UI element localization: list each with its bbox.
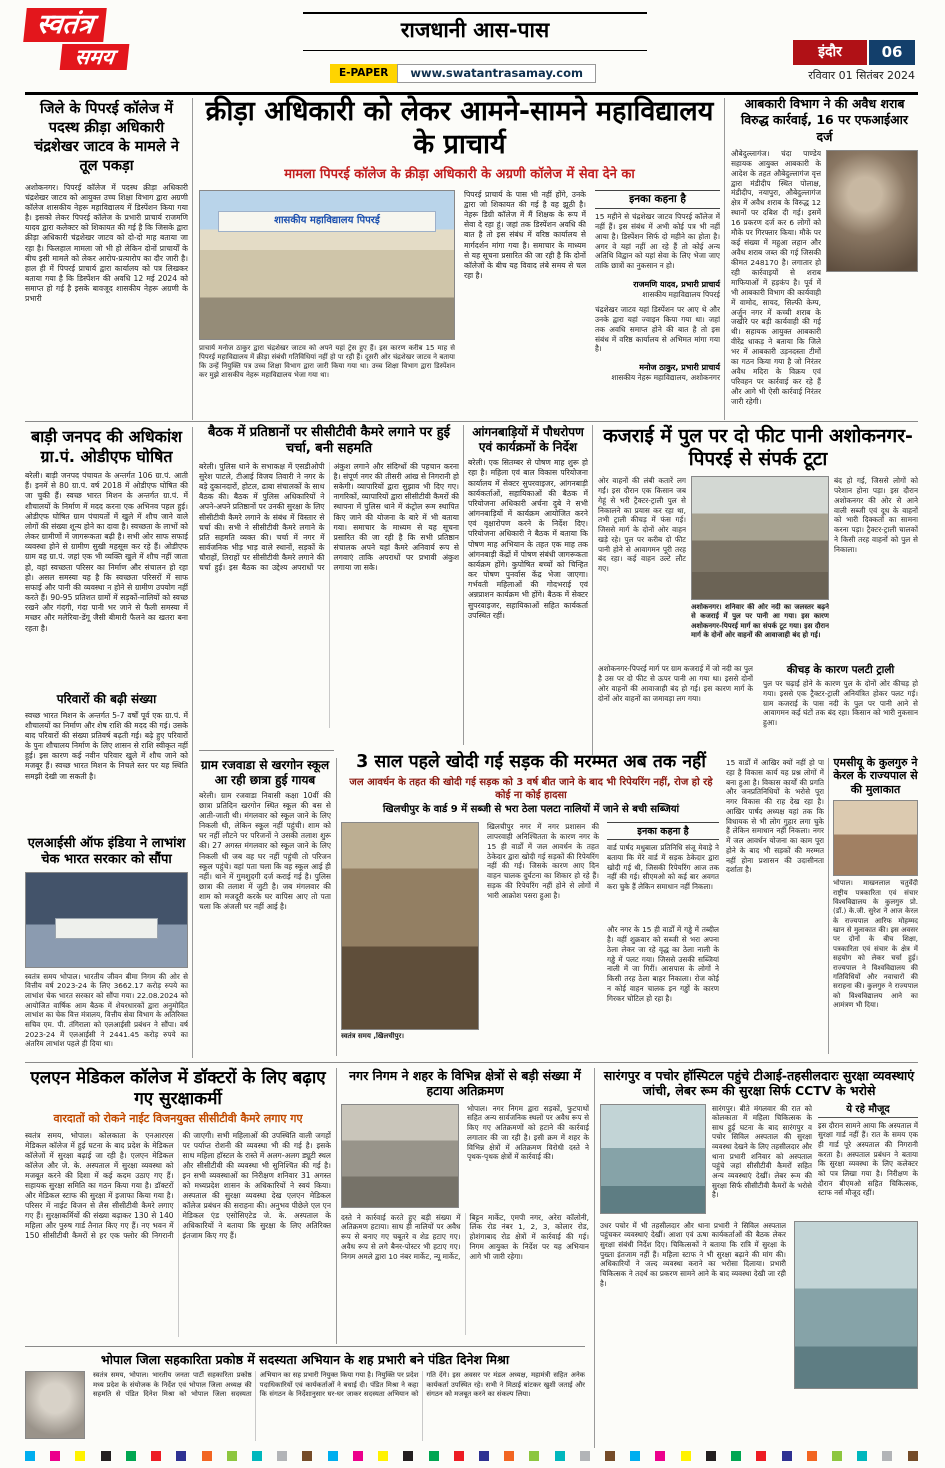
photo-hospital-inspection-1 [600,1104,706,1214]
article-rajwada-missing [199,758,331,1039]
quote-1-byline: राजमणि यादव, प्रभारी प्राचार्य [633,279,720,289]
color-swatch [454,1451,464,1461]
subhead-road-repair-a: जल आवर्धन के तहत की खोदी गई सड़क को 3 वर्ष बीत जाने के बाद भी रिपेयरिंग नहीं, रोज हो रहे कोई ना कोई हादसा [349,777,713,802]
sarangpur-content-bottom [600,1221,918,1421]
body-ln-medical: स्वतंत्र समय, भोपाल। कोलकाता के एनआरएस मेडिकल कॉलेज में हुई घटना के बाद प्रदेश के मेडिकल कॉलेजों में सुरक्षा बढ़ाई जा रही है। एलएन मेडिकल कॉलेज और जे. के. अस्पताल में सुरक्षा व्यवस्था को मजबूत करने की दिशा में कई कदम उठाए गए हैं। सहायक सुरक्षा समिति का गठन किया गया है। डॉक्टरों और मेडिकल स्टाफ की सुरक्षा में इजाफा किया गया है। परिसर में नाईट विजन से लैस सीसीटीवी कैमरे लगाए गए हैं। सुरक्षाकर्मियों की संख्या बढ़ाकर 130 से 140 महिला और पुरुष गार्ड तैनात किए गए हैं। नए भवन में 150 सीसीटीवी कैमरों से हर एक फ्लोर की निगरानी की जाएगी। सभी महिलाओं की उपस्थिति वाली जगहों पर पर्याप्त रोशनी की व्यवस्था भी की गई है। इसके साथ महिला हॉस्टल के रास्ते में अलग-अलग ड्यूटी स्थल और सीसीटीवी की व्यवस्था भी सुनिश्चित की गई है। इन सभी व्यवस्थाओं का निरीक्षण शनिवार 31 अगस्त को मध्यप्रदेश शासन के अधिकारियों ने स्वयं किया। अस्पताल की सुरक्षा व्यवस्था देख एलएन मेडिकल कॉलेज प्रबंधन की सराहना की। अनुभव पीछेले एल एन मेडिकल एंड एसोसिएटेड जे. के. अस्पताल के अधिकारियों ने बताया कि सुरक्षा के लिए अतिरिक्त इंतजाम किए गए हैं। [25,1130,331,1241]
body-mishra-appointment: स्वतंत्र समय, भोपाल। भारतीय जनता पार्टी सहकारिता प्रकोष्ठ मध्य प्रदेश के संयोजक के निर्देश एवं भोपाल जिला अध्यक्ष की सहमति से पंडित दिनेश मिश्रा को भोपाल जिला सदस्यता अभियान का सह प्रभारी नियुक्त किया गया है। नियुक्ति पर प्रदेश पदाधिकारियों एवं कार्यकर्ताओं ने बधाई दी। पंडित मिश्रा ने कहा कि संगठन के निर्देशानुसार घर-घर जाकर सदस्यता अभियान को गति देंगे। इस अवसर पर मंडल अध्यक्ष, महामंत्री सहित अनेक कार्यकर्ता उपस्थित रहे। सभी ने मिठाई बांटकर खुशी जताई और संगठन को मजबूत करने का संकल्प लिया। [93,1371,585,1398]
article-mcu-meeting [833,756,918,1037]
photo-caption-college: प्राचार्य मनोज ठाकुर द्वारा चंद्रशेखर जाटव को अपने यहां ट्रेस हुए हैं। इस कारण करीब 15 माह से पिपरई महाविद्यालय में क्रीड़ा संबंधी गतिविधियां नहीं हो पा रही हैं। दूसरी ओर चंद्रशेखर जाटव ने बताया कि उन्हें नियुक्ति पत्र उच्च शिक्षा विभाग द्वारा जारी किया गया था। उच्च शिक्षा विभाग द्वारा डिस्पेंशन कर मुझे शासकीय नेहरू महाविद्यालय भेजा गया था। [199,343,455,380]
kajrai-content-bottom [598,664,918,752]
article-pariwar [25,692,188,829]
headline-lic-cheque: एलआईसी ऑफ इंडिया ने लाभांश चेक भारत सरकार को सौंपा [27,836,186,867]
excise-content [731,149,918,431]
headline-lead: क्रीड़ा अधिकारी को लेकर आमने-सामने महाविद्यालय के प्राचार्य [205,96,714,160]
quote-2-text: चंद्रशेखर जाटव यहां डिस्पेंशन पर आए थे और उनके द्वारा यहां ज्वाइन किया गया था। जहां तक अवधि समाप्त होने की बात है तो इस संबंध में वरिष्ठ कार्यालय से अभिमत मांगा गया है। [595,304,720,354]
color-swatch [202,1451,212,1461]
article-lead [199,96,720,410]
color-swatch [353,1451,363,1461]
article-mishra-appointment [25,1352,585,1441]
photo-lic-cheque [25,872,188,968]
cheque-graphic [55,918,158,939]
color-swatch [731,1451,741,1461]
kajrai-lower-right: पुल पर चढ़ाई होने के कारण पुल के दोनों ओर कीचड़ हो गया। इससे एक ट्रैक्टर-ट्राली अनियंत्रित होकर पलट गई। ग्राम कजराई के पास नदी के पुल पर पानी आने से आवागमन कई घंटों तक बंद रहा। किसान को भारी नुकसान हुआ। [763,679,918,728]
sarangpur-yerahe-wrap [818,1104,918,1215]
body-sports-officer-side: अशोकनगर। पिपरई कॉलेज में पदस्थ क्रीड़ा अधिकारी चंद्रशेखर जाटव को आयुक्त उच्च शिक्षा विभाग द्वारा अग्रणी कॉलेज शासकीय नेहरू महाविद्यालय में डिस्पेंशन किया गया है। इसको लेकर पिपरई कॉलेज के प्रभारी प्राचार्य राजमणि यादव द्वारा कलेक्टर को शिकायत की गई है कि जिसके द्वारा क्रीड़ा अधिकारी चंद्रशेखर जाटव को दो-दो माह बताया जा रहा है। फिलहाल मामला जो भी हो लेकिन दोनों प्राचार्यों के बीच इसी मामले को लेकर आरोप-प्रत्यारोप का दौर जारी है। हाल ही में पिपरई प्राचार्य द्वारा कार्यालय को पत्र लिखकर बताया गया है कि डिस्पेंशन की अवधि 12 मई 2024 को समाप्त हो गई है इसके बावजूद शासकीय नेहरू अग्रणी के प्रभारी [25,182,188,304]
color-swatch [479,1451,489,1461]
column-rule [336,1068,337,1344]
photo-dug-road [341,822,479,1030]
page-number: 06 [869,40,915,65]
road-continuation-column: 15 वार्डों में आखिर क्यों नहीं हो पा रहा है विकास कार्य यह प्रश्न लोगों में बना हुआ है। विकास कार्यों की प्रगति और जनप्रतिनिधियों के भरोसे पूरा नगर विकास की राह देख रहा है। आखिर पार्षद अध्यक्ष यहां तक कि विधायक से भी लोग गुहार लगा चुके हैं लेकिन समाधान नहीं निकला। नगर में जल आवर्धन योजना का काम पूरा होने के बाद भी सड़कों की मरम्मत नहीं होना प्रशासन की उदासीनता दर्शाता है। [726,758,824,875]
article-nigam-encroachment [341,1068,589,1335]
color-swatch [807,1451,817,1461]
road-figure [341,822,479,1053]
mishra-content [25,1371,585,1441]
color-swatch [782,1451,792,1461]
color-swatch [504,1451,514,1461]
section-title: राजधानी आस-पास [400,18,550,42]
article-road-repair [341,752,721,1053]
article-lic-cheque [25,836,188,1056]
color-swatch [302,1451,312,1461]
color-swatch [605,1451,615,1461]
color-swatch [378,1451,388,1461]
section-divider [199,750,334,751]
color-swatch [429,1451,439,1461]
nigam-content-top [341,1104,589,1208]
color-swatch [176,1451,186,1461]
sarangpur-yerahe-text: इस दौरान सामने आया कि अस्पताल में सुरक्षा गार्ड नहीं हैं। रात के समय एक ही गार्ड पूरे अस्पताल की निगरानी करता है। अस्पताल प्रबंधन ने बताया कि सुरक्षा व्यवस्था के लिए कलेक्टर को पत्र लिखा गया है। निरीक्षण के दौरान बीएमओ सहित चिकित्सक, स्टाफ नर्स मौजूद रहीं। [818,1120,918,1198]
article-baithak-cctv [199,425,459,728]
body-baithak-cctv: बरेली। पुलिस थाने के सभाकक्ष में एसडीओपी सुरेश पाटले, टीआई विजय तिवारी ने नगर के बड़े दुकानदारों, होटल, ढाबा संचालकों के साथ बैठक की। बैठक में पुलिस अधिकारियों ने अपने-अपने प्रतिष्ठानों पर उनकी सुरक्षा के लिए सीसीटीवी कैमरे लगाने के संबंध में विस्तार से चर्चा की। सभी ने सीसीटीवी कैमरे लगाने के प्रति सहमति व्यक्त की। चर्चा में नगर में सार्वजनिक भीड़ भाड़ वाले स्थानों, सड़कों के चौराहों, तिराहों पर सीसीटीवी कैमरे लगाने की चर्चा हुई। इस बैठक का उद्देश्य अपराधों पर अंकुश लगाने और संदिग्धों की पहचान करना है। संपूर्ण नगर की तीसरी आंख से निगरानी हो सकेगी। व्यापारियों द्वारा सुझाव भी दिए गए। नागरिकों, व्यापारियों द्वारा सीसीटीवी कैमरों की स्थापना में पुलिस थाने में कंट्रोल रूम स्थापित किए जाने की योजना के बारे में भी बताया गया। समाचार के माध्यम से यह सूचना प्रसारित की जा रही है कि सभी प्रतिष्ठान संचालक अपने यहां कैमरे अनिवार्य रूप से लगवाएं ताकि अपराधों पर प्रभावी अंकुश लगाया जा सके। [199,461,459,573]
color-swatch [706,1451,716,1461]
headline-mcu-meeting: एमसीयू के कुलगुरु ने केरल के राज्यपाल से की मुलाकात [833,756,918,796]
headline-pariwar: परिवारों की बढ़ी संख्या [56,692,157,706]
lead-quotes [595,190,720,410]
color-swatch [681,1451,691,1461]
color-swatch [529,1451,539,1461]
color-swatch [151,1451,161,1461]
column-rule [463,425,464,745]
subhead-road-repair-b: खिलचीपुर के वार्ड 9 में सब्जी से भरा ठेला पलटा नालियों में जाने से बची सब्जियां [382,804,680,816]
color-swatch [101,1451,111,1461]
headline-sarangpur-hospital: सारंगपुर व पचोर हॉस्पिटल पहुंचे टीआई-तहसीलदारः सुरक्षा व्यवस्थाएं जांची, लेबर रूम की सुरक्षा सिर्फ CCTV के भरोसे [603,1068,915,1099]
print-color-bar [25,1450,918,1461]
photo-dinesh-mishra [25,1371,85,1439]
kajrai-content-top [598,476,918,658]
body-mcu-meeting: भोपाल। माखनलाल चतुर्वेदी राष्ट्रीय पत्रकारिता एवं संचार विश्वविद्यालय के कुलगुरु प्रो. (डॉ.) के.जी. सुरेश ने आज केरल के राज्यपाल आरिफ मोहम्मद खान से मुलाकात की। इस अवसर पर दोनों के बीच शिक्षा, पत्रकारिता एवं संचार के क्षेत्र में सहयोग को लेकर चर्चा हुई। राज्यपाल ने विश्वविद्यालय की गतिविधियों और नवाचारों की सराहना की। कुलगुरु ने राज्यपाल को विश्वविद्यालय आने का आमंत्रण भी दिया। [833,879,918,1010]
section-title-wrap [303,12,647,51]
body-excise: औबेदुल्लागंज। चंदा पाण्डेय सहायक आयुक्त आबकारी के आदेश के तहत औबेदुल्लागंज वृत्त द्वारा मंडीदीप स्थित पोलाक्ष, मंडीदीप, नयापुरा, औबेदुल्लागंज क्षेत्र में अवैध शराब के विरुद्ध 12 स्थानों पर दबिश दी गई। इसमें 16 प्रकरण दर्ज कर 6 लोगों को मौके पर गिरफ्तार किया। मौके पर कई संख्या में महुआ लहान और अवैध शराब जब्त की गई जिसकी कीमत 248170 है। लगातार हो रही कार्रवाइयों से शराब माफियाओं में हड़कंप है। पूर्व में भी आबकारी विभाग की कार्यवाही में वामोद, सायद, सिल्फी केम्प, अर्जुन नगर में कच्ची शराब के जखीरे पर बड़ी कार्यवाही की गई थी। सहायक आयुक्त आबकारी वीरेंद्र धाकड़ ने बताया कि जिले भर में आबकारी उड़नदस्ता टीमों का गठन किया गया है जो निरंतर अवैध मदिरा के विक्रय एवं परिवहन पर कार्रवाई कर रहे हैं और आगे भी ऐसी कार्रवाई निरंतर जारी रहेगी। [731,148,821,406]
sarangpur-content-top [600,1104,918,1215]
color-swatch [756,1451,766,1461]
color-swatch [832,1451,842,1461]
photo-mcu-meeting [833,800,918,876]
headline-excise: आबकारी विभाग ने की अवैध शराब विरुद्ध कार्रवाई, 16 पर एफआईआर दर्ज [740,96,909,144]
subhead-ln-medical: वारदातों को रोकने नाईट विजनयुक्त सीसीटीवी कैमरे लगाए गए [53,1112,303,1126]
road-content [341,822,721,1053]
color-swatch [403,1451,413,1461]
kajrai-lower-right-wrap [763,664,918,752]
subhead-ye-rahe-maujood: ये रहे मौजूद [818,1104,918,1118]
kajrai-col-left: ओर वाहनों की लंबी कतारें लग गईं। इस दौरान एक किसान जब गेहूं से भरी ट्रैक्टर-ट्राली पुल से निकालने का प्रयास कर रहा था, तभी ट्राली कीचड़ में फंस गई। जिससे मार्ग के दोनों ओर वाहन खड़े रहे। पुल पर करीब दो फीट पानी होने से आवागमन पूरी तरह बंद रहा। कई वाहन उल्टे लौट गए। [598,476,686,574]
body-aanganbadi: बरेली। एक सितम्बर से पोषण माह शुरू हो रहा है। महिला एवं बाल विकास परियोजना कार्यालय में सेक्टर सुपरवाइजर, आंगनबाड़ी कार्यकर्ताओं, सहायिकाओं की बैठक में परियोजना अधिकारी अर्चना दुबे ने सभी आंगनबाड़ियों में कार्यक्रम आयोजित करने एवं वृक्षारोपण करने के निर्देश दिए। परियोजना अधिकारी ने बैठक में बताया कि पोषण माह अभियान के तहत एक माह तक आंगनबाड़ी केंद्रों में पोषण संबंधी जागरूकता कार्यक्रम होंगे। कुपोषित बच्चों को चिन्हित कर पोषण पुनर्वास केंद्र भेजा जाएगा। गर्भवती महिलाओं की गोदभराई एवं अन्नप्राशन कार्यक्रम भी होंगे। बैठक में सेक्टर सुपरवाइजर, सहायिकाओं सहित कार्यकर्ता उपस्थित रहीं। [468,458,588,620]
photo-flooded-bridge [691,476,829,600]
column-rule [828,758,829,1054]
photo-caption-flood: अशोकनगर। शनिवार की ओर नदी का जलस्तर बढ़ने से कजराई में पुल पर पानी आ गया। इस कारण अशोकनगर-पिपरई मार्ग का संपर्क टूट गया। इस दौरान मार्ग के दोनों ओर वाहनों की आवाजाही बंद हो गई। [691,603,829,639]
section-divider [25,1062,918,1063]
sarangpur-bottom-text: उधर पचोर में भी तहसीलदार और थाना प्रभारी ने सिविल अस्पताल पहुंचकर व्यवस्थाएं देखीं। आशा एवं ऊषा कार्यकर्ताओं की बैठक लेकर सुरक्षा संबंधी निर्देश दिए। चिकित्सकों ने बताया कि रात्रि में सुरक्षा के पुख्ता इंतजाम नहीं हैं। महिला स्टाफ ने भी सुरक्षा बढ़ाने की मांग की। अधिकारियों ने जल्द व्यवस्था कराने का भरोसा दिलाया। प्रभारी चिकित्सक ने तदर्थ का प्रकरण सामने आने के बाद व्यवस्था देखी जा रही है। [600,1220,786,1288]
headline-aanganbadi: आंगनबाड़ियों में पौधरोपण एवं कार्यक्रमों के निर्देश [472,425,584,454]
road-col-2-wrap [607,822,719,1053]
color-swatch [882,1451,892,1461]
quote-2-org: शासकीय नेहरू महाविद्यालय, अशोकनगर [611,372,720,382]
headline-nigam-encroachment: नगर निगम ने शहर के विभिन्न क्षेत्रों से बड़ी संख्या में हटाया अतिक्रमण [349,1068,581,1099]
section-divider [25,1346,585,1347]
body-rajwada-missing: बरेली। ग्राम रजवाडा निवासी कक्षा 10वीं की छात्रा प्रतिदिन खरगोन स्थित स्कूल की बस से आती-जाती थी। मंगलवार को स्कूल जाने के लिए निकली थी, लेकिन स्कूल नहीं पहुंची। शाम को घर नहीं लौटने पर परिजनों ने उसकी तलाश शुरू की। 27 अगस्त मंगलवार को स्कूल जाने के लिए निकली थी जब वह घर नहीं पहुंची तो परिजन स्कूल पहुंचे। वहां पता चला कि वह स्कूल आई ही नहीं। थाने में गुमशुदगी दर्ज कराई गई है। पुलिस छात्रा की तलाश में जुटी है। जब मंगलवार की शाम को मजदूरी करके घर वापिस आए तो पता चला कि अंजली घर नहीं आई है। [199,791,331,911]
header-divider [25,92,918,95]
color-swatch [908,1451,918,1461]
column-rule [336,758,337,1056]
sarangpur-intro-text: सारंगपुर। बीते मंगलवार की रात को कोलकाता में महिला चिकित्सक के साथ हुई घटना के बाद सारंगपुर व पचोर सिविल अस्पताल की सुरक्षा व्यवस्था देखने के लिए तहसीलदार और थाना प्रभारी शनिवार को अस्पताल पहुंचे जहां सीसीटीवी कैमरों सहित अन्य व्यवस्थाएं देखीं। लेबर रूम की सुरक्षा सिर्फ सीसीटीवी कैमरों के भरोसे है। [712,1103,812,1200]
logo-line2: समय [60,44,130,70]
subhead-lead: मामला पिपरई कॉलेज के क्रीड़ा अधिकारी के अग्रणी कॉलेज में सेवा देने का [284,166,635,182]
quote-1-org: शासकीय महाविद्यालय पिपरई [642,289,720,299]
article-ln-medical [25,1068,331,1337]
subhead-trolley: कीचड़ के कारण पलटी ट्राली [786,664,895,677]
column-rule [192,98,193,420]
photo-college-building [199,190,455,340]
road-col-2: और नगर के 15 ही वार्डों में गड्ढे में तब्दील है। वहीं शुक्रवार को सब्जी से भरा अपना ठेला लेकर जा रहे वृद्ध का ठेला नाली के गड्ढे में पलट गया। जिससे उसकी सब्जियां नाली में जा गिरीं। आसपास के लोगों ने किसी तरह ठेला बाहर निकाला। रोज कोई न कोई वाहन चालक इन गड्ढों के कारण गिरकर चोटिल हो रहा है। [607,925,719,1003]
article-sarangpur-hospital [600,1068,918,1421]
color-swatch [50,1451,60,1461]
color-swatch [655,1451,665,1461]
college-sign-text: शासकीय महाविद्यालय पिपरई [218,211,436,232]
nigam-rest-text: दस्ते ने कार्रवाई करते हुए बड़ी संख्या में अतिक्रमण हटाया। साथ ही नालियों पर अवैध रूप से बनाए गए चबूतरे व शेड हटाए गए। अवैध रूप से लगे बैनर-पोस्टर भी हटाए गए। निगम अमले द्वारा 10 नंबर मार्केट, न्यू मार्केट, बिट्टन मार्केट, एमपी नगर, अरेरा कॉलोनी, लिंक रोड नंबर 1, 2, 3, कोलार रोड, होशंगाबाद रोड क्षेत्रों में कार्रवाई की गई। निगम आयुक्त के निर्देश पर यह अभियान आगे भी जारी रहेगा। [341,1212,589,1261]
logo-line1: स्वतंत्र [23,8,106,42]
body-badi-odf: बरेली। बाड़ी जनपद पंचायत के अन्तर्गत 106 ग्रा.पं. आती हैं। इनमें से 80 ग्रा.पं. वर्ष 2018 में ओडीएफ घोषित की जा चुकी हैं। स्वच्छ भारत मिशन के अन्तर्गत ग्रा.पं. में शौचालयों के निर्माण में मदद करना एक अभिनव पहल हुई। ओडीएफ घोषित ग्राम पंचायतों में खुले में शौच जाने वाले लोगों की संख्या शून्य होने का दावा है। स्वच्छता के लाभों को लेकर ग्रामीणों में जागरूकता बढ़ी है। सभी ओर साफ सफाई व्यवस्था होने से ग्रामीण सुखी महसूस कर रहे हैं। ओडीएफ ग्राम वह ग्रा.पं. जहां एक भी व्यक्ति खुले में शौच नहीं जाता हो, वहां स्वच्छता परिसर का निर्माण और संचालन हो रहा हो। असल समस्या यह है कि स्वच्छता परिसरों में साफ सफाई और पानी की व्यवस्था न होने से ग्रामीण उपयोग नहीं करते हैं। 90-95 प्रतिशत ग्रामों में सड़कों-नालियों को स्वच्छ रखने और गंदगी, गंदा पानी भर जाने से फैली समस्या में मच्छर और मलेरिया-डेंगू जैसी बीमारी फैलने का खतरा बना रहता है। [25,471,188,633]
epaper-label: E-PAPER [330,64,397,83]
road-quote-text: वार्ड पार्षद मधुबाला प्रतिनिधि संजू मेवाड़े ने बताया कि मेरे वार्ड में सड़क ठेकेदार द्वारा खोदी गई थी, जिसकी रिपेयरिंग आज तक नहीं की गई। सीएमओ को कई बार अवगत करा चुके हैं लेकिन समाधान नहीं निकला। [607,843,719,891]
quote-1-text: 15 महीने से चंद्रशेखर जाटव पिपरई कॉलेज में नहीं हैं। इस संबंध में अभी कोई पत्र भी नहीं आया है। डिस्पेंशन सिर्फ दो महीने का होता है। अगर वे यहां नहीं आ रहे हैं तो कोई अन्य अतिथि विद्वान को यहां सेवा के लिए भेजा जाए ताकि छात्रों का नुकसान न हो। [595,211,720,271]
kajrai-col-right: बंद हो गई, जिससे लोगों को परेशान होना पड़ा। इस दौरान अशोकनगर की ओर से आने वाली सब्जी एवं दूध के वाहनों को भारी दिक्कतों का सामना करना पड़ा। ट्रैक्टर-ट्राली चालकों ने किसी तरह वाहनों को पुल से निकाला। [834,476,918,554]
color-swatch [75,1451,85,1461]
photo-hospital-inspection-2 [794,1221,918,1389]
headline-rajwada-missing: ग्राम रजवाडा से खरगोन स्कूल आ रही छात्रा हुई गायब [200,758,330,787]
edition-date: रविवार 01 सितंबर 2024 [808,69,915,82]
article-badi-odf [25,427,188,665]
color-swatch [277,1451,287,1461]
article-sports-officer-side [25,100,188,389]
body-pariwar: स्वच्छ भारत मिशन के अन्तर्गत 5-7 वर्षों पूर्व एक ग्रा.पं. में शौचालयों का निर्माण और शेष राशि की मदद की गई। उसके बाद परिवारों की संख्या प्रतिवर्ष बढ़ती गई। बढ़े हुए परिवारों के पुनः शौचालय निर्माण के लिए शासन से राशि स्वीकृत नहीं हुई। इस कारण कई नवीन परिवार खुले में शौच जाने को मजबूर हैं। स्वच्छ भारत मिशन के निचले स्तर पर यह स्थिति समझी देखी जा सकती है। [25,710,188,781]
epaper-strip [330,64,596,83]
color-swatch [227,1451,237,1461]
headline-kajrai-flood: कजराई में पुल पर दो फीट पानी अशोकनगर-पिपरई से संपर्क टूटा [603,425,913,471]
headline-road-repair: 3 साल पहले खोदी गई सड़क की मरम्मत अब तक नहीं [356,752,706,772]
quotes-heading: इनका कहना है [595,190,720,209]
column-rule [192,427,193,1058]
color-swatch [252,1451,262,1461]
photo-encroachment-drive [341,1104,459,1208]
road-col-1: खिलचीपुर नगर में नगर प्रशासन की लापरवाही अनिश्चितता के कारण नगर के 15 ही वार्डों में जल आवर्धन के तहत ठेकेदार द्वारा खोदी गई सड़कों की रिपेयरिंग नहीं की गई। जिसके कारण आए दिन वाहन चालक दुर्घटना का शिकार हो रहे हैं। सड़क की रिपेयरिंग नहीं होने से लोगों में भारी आक्रोश पसरा हुआ है। [487,822,599,900]
article-excise [731,96,918,431]
body-lic-cheque: स्वतंत्र समय भोपाल। भारतीय जीवन बीमा निगम की ओर से वित्तीय वर्ष 2023-24 के लिए 3662.17 करोड़ रुपये का लाभांश चेक भारत सरकार को सौंपा गया। 22.08.2024 को आयोजित वार्षिक आम बैठक में शेयरधारकों द्वारा अनुमोदित लाभांश का चेक वित्त मंत्रालय, वित्तीय सेवा विभाग के अतिरिक्त सचिव एम. पी. तंगिराला को एलआईसी प्रबंधन ने सौंपा। वर्ष 2023-24 में एलआईसी ने 2441.45 करोड़ रुपये का अंतरिम लाभांश पहले ही दिया था। [25,971,188,1049]
column-rule [724,98,725,420]
kajrai-lower-left: अशोकनगर-पिपरई मार्ग पर ग्राम कजराई में जो नदी का पुल है उस पर दो फीट से ऊपर पानी आ गया था। इससे दोनों ओर वाहनों की आवाजाही बंद हो गई। इस कारण मार्ग के दोनों ओर वाहनों का जमावड़ा लग गया। [598,664,753,703]
column-rule [594,1068,595,1448]
lead-column-text: पिपरई प्राचार्य के पास भी नहीं होंगे, उनके द्वारा जो शिकायत की गई है वह झूठी है। नेहरू डिग्री कॉलेज में मैं शिक्षक के रूप में सेवा दे रहा हूं। जहां तक डिस्पेंशन अवधि की बात है तो इस संबंध में वरिष्ठ कार्यालय से मार्गदर्शन मांगा गया है। समाचार के माध्यम से यह सूचना प्रसारित की जा रही है कि दोनों कॉलेजों के बीच यह विवाद लंबे समय से चल रहा है। [464,189,586,281]
headline-sports-officer-side: जिले के पिपरई कॉलेज में पदस्थ क्रीड़ा अधिकारी चंद्रशेखर जाटव के मामले ने तूल पकड़ा [34,101,179,175]
masthead-logo [25,8,190,78]
photo-liquor-seizure [826,150,918,272]
column-rule [592,425,593,755]
photo-credit-road: स्वतंत्र समय ,खिलचीपुर। [341,1032,405,1041]
color-swatch [555,1451,565,1461]
color-swatch [25,1451,35,1461]
headline-badi-odf: बाड़ी जनपद की अधिकांश ग्रा.पं. ओडीएफ घोषित [31,427,182,466]
headline-ln-medical: एलएन मेडिकल कॉलेज में डॉक्टरों के लिए बढ़ाए गए सुरक्षाकर्मी [30,1068,326,1109]
headline-baithak-cctv: बैठक में प्रतिष्ठानों पर सीसीटीवी कैमरे लगाने पर हुई चर्चा, बनी सहमति [207,425,451,456]
color-swatch [630,1451,640,1461]
color-swatch [857,1451,867,1461]
quote-2-byline: मनोज ठाकुर, प्रभारी प्राचार्य [639,362,720,372]
article-aanganbadi [468,425,588,716]
headline-mishra-appointment: भोपाल जिला सहकारिता प्रकोष्ठ में सदस्यता अभियान के शह प्रभारी बने पंडित दिनेश मिश्रा [100,1352,510,1367]
lead-content [199,190,720,410]
nigam-side-text: भोपाल। नगर निगम द्वारा सड़कों, फुटपाथों सहित अन्य सार्वजनिक स्थलों पर अवैध रूप से किए गए अतिक्रमणों को हटाने की कार्रवाई लगातार की जा रही है। इसी क्रम में शहर के विभिन्न क्षेत्रों में अतिक्रमण विरोधी दस्ते ने पृथक-पृथक क्षेत्रों में कार्रवाई की। [467,1103,589,1162]
city-label: इंदौर [793,40,867,65]
color-swatch [580,1451,590,1461]
road-quotes-heading: इनका कहना है [607,822,719,840]
color-swatch [126,1451,136,1461]
color-swatch [328,1451,338,1461]
section-divider [25,421,918,422]
lead-figure [199,190,455,410]
website-url: www.swatantrasamay.com [397,64,596,83]
kajrai-figure [691,476,829,658]
article-kajrai-flood [598,425,918,752]
